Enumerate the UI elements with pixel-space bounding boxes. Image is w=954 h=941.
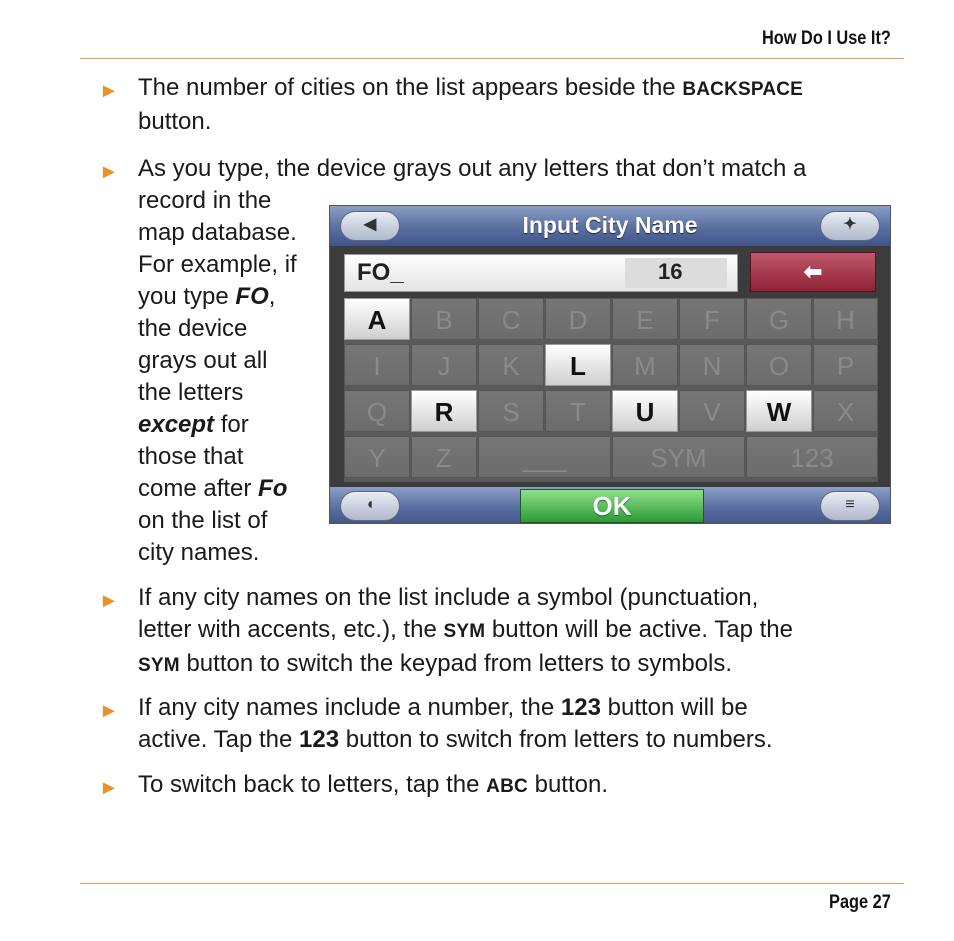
bullet-5-text: [138, 769, 608, 803]
backspace-button[interactable]: [750, 252, 876, 292]
text: letter with accents, etc.), the: [138, 616, 444, 643]
compass-icon: ✦: [843, 216, 857, 233]
text: ,: [268, 283, 276, 310]
123-term: 123: [560, 694, 601, 721]
page-header-title: How Do I Use It?: [762, 28, 891, 49]
key-V: V: [679, 390, 745, 432]
key-A[interactable]: A: [344, 298, 410, 340]
text: the device: [138, 315, 248, 342]
text: the letters: [138, 379, 244, 406]
text: For example, if: [138, 251, 297, 278]
key-W[interactable]: W: [746, 390, 812, 432]
header-rule: [80, 58, 904, 59]
text: If any city names on the list include a symbol (punctuation,: [138, 584, 759, 611]
sym-term: SYM: [138, 655, 180, 676]
text: on the list of: [138, 507, 268, 534]
keypad: [344, 298, 878, 482]
text: map database.: [138, 219, 297, 246]
text: If any city names include a number, the: [138, 694, 561, 721]
ok-button[interactable]: OK: [520, 489, 704, 523]
text: come after: [138, 475, 259, 502]
key-sym: SYM: [612, 436, 745, 478]
text: As you type, the device grays out any letters that don’t match a: [138, 155, 807, 182]
key-X: X: [813, 390, 878, 432]
key-H: H: [813, 298, 878, 340]
key-space: ___: [478, 436, 611, 478]
key-F: F: [679, 298, 745, 340]
footer-rule: [80, 883, 904, 884]
text: those that: [138, 443, 244, 470]
text: button will be active. Tap the: [485, 616, 793, 643]
key-L[interactable]: L: [545, 344, 611, 386]
bullet-arrow-icon: ►: [99, 161, 119, 183]
key-123: 123: [746, 436, 878, 478]
backspace-term: BACKSPACE: [682, 79, 804, 100]
key-Q: Q: [344, 390, 410, 432]
text: city names.: [138, 539, 260, 566]
text: The number of cities on the list appears beside the: [138, 74, 683, 101]
bullet-3-text: [138, 582, 793, 682]
key-O: O: [746, 344, 812, 386]
text: record in the: [138, 187, 272, 214]
text: To switch back to letters, tap the: [138, 771, 487, 798]
text: button to switch from letters to numbers.: [339, 726, 773, 753]
input-city-name-screenshot: [329, 205, 891, 524]
text: you type: [138, 283, 236, 310]
text: button to switch the keypad from letters to symbols.: [179, 650, 733, 677]
input-value: FO_: [357, 259, 404, 286]
text: active. Tap the: [138, 726, 299, 753]
back-arrow-icon: ◀: [363, 216, 377, 233]
key-R[interactable]: R: [411, 390, 477, 432]
text: for: [214, 411, 249, 438]
navigate-button[interactable]: [820, 211, 880, 241]
key-G: G: [746, 298, 812, 340]
key-S: S: [478, 390, 544, 432]
key-K: K: [478, 344, 544, 386]
city-count: 16: [658, 259, 683, 284]
key-Z: Z: [411, 436, 477, 478]
key-P: P: [813, 344, 878, 386]
emphasis: Fo: [258, 475, 288, 502]
text: button.: [138, 108, 212, 135]
text: button.: [527, 771, 608, 798]
123-term: 123: [299, 726, 340, 753]
text: grays out all: [138, 347, 268, 374]
bullet-arrow-icon: ►: [99, 700, 119, 722]
abc-term: ABC: [486, 776, 528, 797]
bullet-arrow-icon: ►: [99, 590, 119, 612]
menu-button[interactable]: [820, 491, 880, 521]
key-E: E: [612, 298, 678, 340]
key-M: M: [612, 344, 678, 386]
key-T: T: [545, 390, 611, 432]
key-C: C: [478, 298, 544, 340]
key-B: B: [411, 298, 477, 340]
text: button will be: [600, 694, 748, 721]
screen-title: Input City Name: [522, 212, 698, 238]
bullet-1-text: [138, 72, 803, 138]
bullet-arrow-icon: ►: [99, 777, 119, 799]
sym-term: SYM: [443, 621, 486, 642]
bullet-arrow-icon: ►: [99, 80, 119, 102]
key-D: D: [545, 298, 611, 340]
key-I: I: [344, 344, 410, 386]
backspace-arrow-icon: ⬅: [803, 259, 823, 284]
volume-button[interactable]: [340, 491, 400, 521]
key-Y: Y: [344, 436, 410, 478]
bullet-4-text: [138, 692, 773, 756]
menu-icon: ≡: [845, 496, 855, 513]
speaker-icon: ◖: [365, 496, 375, 513]
key-J: J: [411, 344, 477, 386]
emphasis: except: [138, 411, 215, 438]
emphasis: FO: [235, 283, 269, 310]
key-N: N: [679, 344, 745, 386]
key-U[interactable]: U: [612, 390, 678, 432]
page-number: Page 27: [829, 892, 891, 913]
